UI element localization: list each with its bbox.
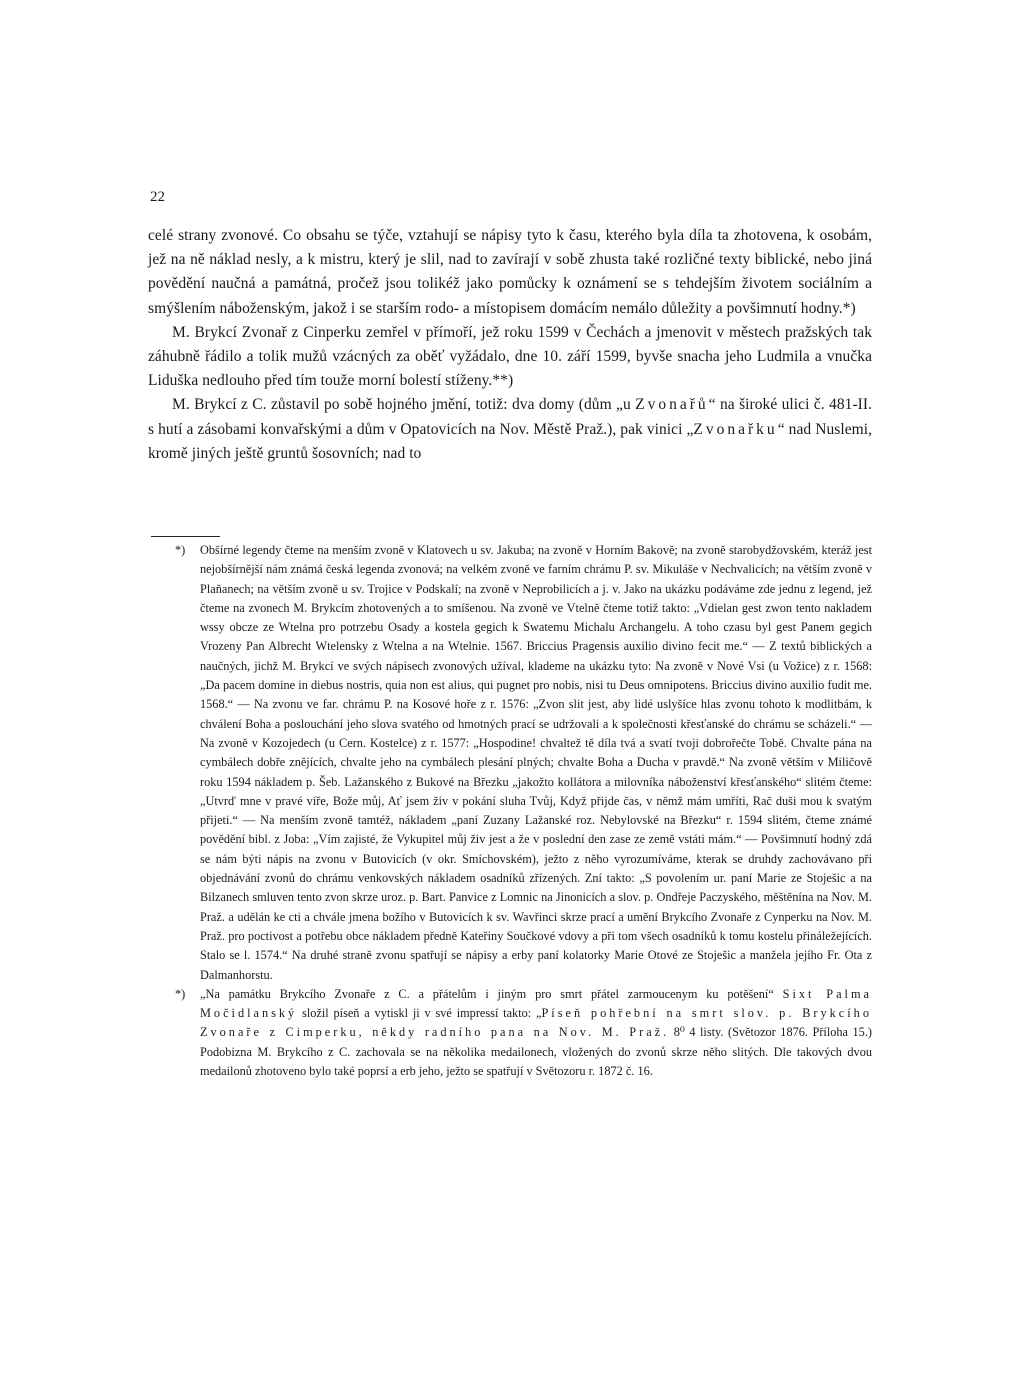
paragraph: celé strany zvonové. Co obsahu se týče, vztahují se nápisy tyto k času, kterého byla díla ta zhotovena, k osobám, jež na ně náklad nesly, a k mistru, který je slil, nad to zavírají v sobě zhusta také rozličné texty biblické, nebo jiná povědění naučná a památná, pročež jsou tolikéž jako pomůcky k oznámení se s tehdejším životem sociálním a smýšlením náboženským, jakož i se starším rodo- a místopisem domácím nemálo důležity a povšimnutí hodny.*) bbox=[148, 227, 872, 317]
footnote-text: Obšírné legendy čteme na menším zvoně v Klatovech u sv. Jakuba; na zvoně v Horním Bakově; na zvoně starobydžovském, kteráž jest nejobšírnější nám známá česká legenda zvonová; na velkém zvoně ve farním chrámu P. sv. Mikuláše v Nechvalicích; na větším zvoně v Plaňanech; na větším zvoně u sv. Trojice v Podskalí; na zvoně v Neprobilicích a j. v. Jako na ukázku podáváme zde jednu z legend, jež čteme na zvonech M. Brykcím zhotovených a to smíšenou. Na zvoně ve Vtelně čteme totiž takto: „Vdielan gest zwon tento nakladem wssy obcze ze Wtelna pro potrzebu Osady a kostela gegich k Swatemu Michalu Archangelu. A toho czasu byl gest Panem gegich Vrozeny Pan Albrecht Wtelensky z Wtelna a na Wtelnie. 1567. Briccius Pragensis auxilio divino fecit me.“ — Z textů biblických a naučných, jichž M. Brykcí ve svých nápisech zvonových užíval, klademe na ukázku tyto: Na zvoně v Nové Vsi (u Vožice) z r. 1568: „Da pacem domine in diebus nostris, quia non est alius, qui pugnet pro nobis, nisi tu Deus omnipotens. Briccius divino auxilio fudit me. 1568.“ — Na zvonu ve far. chrámu P. na Kosové hoře z r. 1576: „Zvon slit jest, aby lidé uslyšíce hlas zvonu tohoto k modlitbám, k chválení Boha a poslouchání jeho slova svatého od hmotných prací se udržovali a k společnosti křesťanské do chrámu se scházeli.“ — Na zvoně v Kozojedech (u Cern. Kostelce) z r. 1577: „Hospodine! chvaltež tě díla tvá a svatí tvoji dobrořečte Tobě. Chvalte pána na cymbálech dobře znějících, chvalte jeho na cymbálech plesání plných; chvalte Boha a Ducha v pravdě.“ Na zvoně větším v Miličově roku 1594 nákladem p. Šeb. Lažanského z Bukové na Březku „jakožto kollátora a milovníka náboženství křesťanského“ slitém čteme: „Utvrď mne v pravé víře, Bože můj, Ať jsem živ v pokání sluha Tvůj, Když přijde čas, v němž mám umříti, Rač duši mou k svatým přijeti.“ — Na menším zvoně tamtéž, nákladem „paní Zuzany Lažanské roz. Nebylovské na Březku“ r. 1594 slitém, čteme známé povědění bibl. z Joba: „Vím zajisté, že Vykupitel můj živ jest a že v poslední den zase ze země vstáti mám.“ — Povšimnutí hodný zdá se nám býti nápis na zvonu v Butovicích (v okr. Smíchovském), ježto z něho vyrozumíváme, kterak se druhdy zachovávano při objednávání zvonů do chrámu venkovských nákladem osadníků zřízených. Zní takto: „S povolením ur. paní Marie ze Stoješic a na Bilzanech smluven tento zvon skrze uroz. p. Bart. Panvice z Lomnic na Jinonicích a slov. p. Ondřeje Paczyského, měštěnína na Nov. M. Praž. a udělán ke cti a chvále jmena božího v Butovicích k sv. Wavřinci skrze prací a umění Brykcího Zvonaře z Cynperku na Nov. M. Praž. pro poctivost a potřebu obce nákladem předně Kateřiny Součkové vdovy a při tom všech osadníků k tomu kostelu přináležejících. Stalo se l. 1574.“ Na druhé straně zvonu spatřují se nápisy a erby paní kolatorky Marie Otové ze Stoješic a manžela jejího Fr. Ota z Dalmanhorstu. bbox=[200, 543, 872, 982]
footnote-text: složil píseň a vytiskl ji v své impressí takto: „ bbox=[297, 1006, 542, 1021]
paragraph: M. Brykcí Zvonař z Cinperku zemřel v přímoří, jež roku 1599 v Čechách a jmenovit v městech pražských tak záhubně řádilo a tolik mužů vzácných za oběť vyžádalo, dne 10. září 1599, byvše snacha jeho Ludmila a vnučka Liduška nedlouho před tím touže morní bolestí stíženy.**) bbox=[148, 323, 872, 390]
footnote-text: 8⁰ 4 listy. (Světozor 1876. Příloha 15.) Podobizna M. Brykcího z C. zachovala se na několika medailonech, vložených do zvonů skrze něho slitých. Dle takových dvou medailonů zhotoveno bylo také poprsí a erb jeho, ježto se spatřují v Světozoru r. 1872 č. 16. bbox=[200, 1025, 873, 1079]
footnote bbox=[175, 541, 872, 985]
footnote-marker: *) bbox=[175, 986, 186, 1001]
paragraph bbox=[148, 393, 872, 466]
text-span: “ na široké ulici č. 481-II. s hutí a zásobami konvařskými a dům v Opatovicích na Nov. Městě Praž.), pak vinici „ bbox=[148, 396, 872, 438]
footnote-marker: *) bbox=[175, 543, 186, 557]
footnote bbox=[175, 985, 873, 1081]
spaced-name: Zvonařů bbox=[635, 396, 709, 414]
spaced-name: Zvonařku bbox=[693, 420, 778, 438]
footnotes bbox=[175, 541, 873, 1081]
text-span: “ nad Nuslemi, kromě jiných ještě gruntů šosovních; nad to bbox=[148, 420, 873, 462]
main-text bbox=[148, 224, 872, 466]
text-span: M. Brykcí z C. zůstavil po sobě hojného jmění, totiž: dva domy (dům „u bbox=[172, 396, 636, 414]
spaced-name: Sixt Palma Močidlanský bbox=[200, 986, 873, 1021]
spaced-title: Píseň pohřební na smrt slov. p. Brykcího Zvonaře z Cimperku, někdy radního pana na Nov. M. Praž. bbox=[200, 1006, 872, 1040]
footnote-divider bbox=[151, 536, 220, 537]
page-number: 22 bbox=[150, 189, 165, 205]
footnote-text: „Na památku Brykcího Zvonaře z C. a přátelům i jiným pro smrt přátel zarmoucenym ku potěšení“ bbox=[200, 986, 783, 1001]
